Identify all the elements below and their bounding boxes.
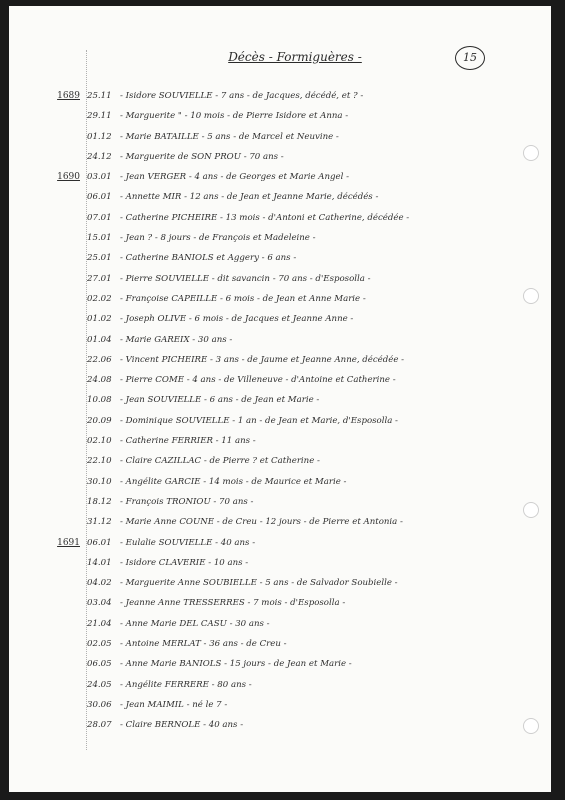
- register-entry: [40, 106, 510, 126]
- entry-date: 07.01: [87, 212, 112, 223]
- entry-date: 31.12: [87, 517, 112, 528]
- entry-date: 01.02: [87, 314, 112, 325]
- punch-hole: [523, 145, 539, 161]
- register-entry: [40, 715, 510, 735]
- register-entry: [40, 248, 510, 268]
- entry-date: 04.02: [87, 578, 112, 589]
- punch-hole: [523, 502, 539, 518]
- entry-text: - Catherine FERRIER - 11 ans -: [120, 436, 256, 447]
- entry-text: - Jean MAIMIL - né le 7 -: [120, 699, 228, 710]
- register-entry: [40, 289, 510, 309]
- entry-text: - Pierre COME - 4 ans - de Villeneuve - d'Antoine et Catherine -: [120, 375, 396, 386]
- register-entry: [40, 472, 510, 492]
- punch-hole: [523, 718, 539, 734]
- entry-text: - Claire BERNOLE - 40 ans -: [120, 720, 244, 731]
- entry-date: 25.11: [87, 91, 112, 101]
- page-number: 15: [455, 46, 485, 70]
- register-entry: [40, 187, 510, 207]
- entry-text: - Vincent PICHEIRE - 3 ans - de Jaume et Jeanne Anne, décédée -: [120, 354, 405, 365]
- page-title: Décès - Formiguères -: [228, 50, 362, 64]
- punch-hole: [523, 288, 539, 304]
- register-entry: [40, 695, 510, 715]
- entry-date: 21.04: [87, 618, 112, 629]
- register-entry: [40, 370, 510, 390]
- register-entry: [40, 492, 510, 512]
- entry-date: 01.12: [87, 131, 112, 142]
- entry-text: - Angélite FERRERE - 80 ans -: [120, 679, 252, 690]
- entry-text: - Dominique SOUVIELLE - 1 an - de Jean et Marie, d'Esposolla -: [120, 415, 398, 426]
- entry-date: 10.08: [87, 395, 112, 406]
- entry-date: 03.01: [87, 172, 112, 183]
- entry-text: - Angélite GARCIE - 14 mois - de Maurice et Marie -: [120, 476, 347, 487]
- register-entry: [40, 654, 510, 674]
- entry-text: - Marie BATAILLE - 5 ans - de Marcel et Neuvine -: [120, 131, 339, 142]
- entry-date: 24.05: [87, 679, 112, 690]
- entry-date: 30.10: [87, 476, 112, 487]
- register-entry: [40, 573, 510, 593]
- register-entry: [40, 390, 510, 410]
- entry-text: - Jean SOUVIELLE - 6 ans - de Jean et Marie -: [120, 395, 320, 406]
- register-entry: [40, 553, 510, 573]
- entry-date: 14.01: [87, 557, 112, 568]
- register-entry: [40, 86, 510, 106]
- entry-date: 30.06: [87, 699, 112, 710]
- register-entry: [40, 127, 510, 147]
- register-entry: [40, 330, 510, 350]
- entry-year: 1689: [57, 91, 80, 101]
- register-entry: [40, 309, 510, 329]
- entry-date: 03.04: [87, 598, 112, 609]
- entry-text: - Catherine BANIOLS et Aggery - 6 ans -: [120, 253, 297, 264]
- register-entry: [40, 208, 510, 228]
- scan-border-bottom: [0, 792, 565, 800]
- entry-date: 02.02: [87, 293, 112, 304]
- entry-text: - Pierre SOUVIELLE - dit savancin - 70 ans - d'Esposolla -: [120, 273, 371, 284]
- register-entry: [40, 167, 510, 187]
- register-entry: [40, 634, 510, 654]
- entry-text: - Jeanne Anne TRESSERRES - 7 mois - d'Esposolla -: [120, 598, 346, 609]
- entry-text: - Anne Marie BANIOLS - 15 jours - de Jean et Marie -: [120, 659, 352, 670]
- entry-date: 18.12: [87, 496, 112, 507]
- entry-text: - Jean ? - 8 jours - de François et Madeleine -: [120, 233, 316, 244]
- entry-text: - Françoise CAPEILLE - 6 mois - de Jean et Anne Marie -: [120, 293, 366, 304]
- register-entry: [40, 512, 510, 532]
- entry-date: 22.06: [87, 354, 112, 365]
- entry-date: 02.05: [87, 639, 112, 650]
- entry-text: - Marguerite " - 10 mois - de Pierre Isidore et Anna -: [120, 111, 349, 122]
- register-entry: [40, 533, 510, 553]
- register-entry: [40, 593, 510, 613]
- register-entry: [40, 451, 510, 471]
- register-entry: [40, 350, 510, 370]
- register-entry: [40, 147, 510, 167]
- entry-date: 06.05: [87, 659, 112, 670]
- entry-text: - Isidore SOUVIELLE - 7 ans - de Jacques, décédé, et ? -: [120, 91, 364, 101]
- entry-text: - Marie Anne COUNE - de Creu - 12 jours - de Pierre et Antonia -: [120, 517, 403, 528]
- entry-text: - Eulalie SOUVIELLE - 40 ans -: [120, 537, 256, 548]
- entry-text: - Catherine PICHEIRE - 13 mois - d'Antoni et Catherine, décédée -: [120, 212, 410, 223]
- entry-date: 20.09: [87, 415, 112, 426]
- entry-text: - Claire CAZILLAC - de Pierre ? et Catherine -: [120, 456, 320, 467]
- entry-text: - Anne Marie DEL CASU - 30 ans -: [120, 618, 270, 629]
- entry-date: 15.01: [87, 233, 112, 244]
- entry-date: 25.01: [87, 253, 112, 264]
- entry-text: - Isidore CLAVERIE - 10 ans -: [120, 557, 249, 568]
- entry-year: 1691: [57, 537, 80, 548]
- entry-date: 01.04: [87, 334, 112, 345]
- entry-text: - François TRONIOU - 70 ans -: [120, 496, 254, 507]
- entry-year: 1690: [57, 172, 80, 183]
- entry-text: - Joseph OLIVE - 6 mois - de Jacques et Jeanne Anne -: [120, 314, 354, 325]
- entry-text: - Annette MIR - 12 ans - de Jean et Jeanne Marie, décédés -: [120, 192, 379, 203]
- entry-date: 24.08: [87, 375, 112, 386]
- entry-text: - Antoine MERLAT - 36 ans - de Creu -: [120, 639, 287, 650]
- register-entry: [40, 228, 510, 248]
- entry-text: - Jean VERGER - 4 ans - de Georges et Marie Angel -: [120, 172, 349, 183]
- entry-date: 06.01: [87, 192, 112, 203]
- scan-border-left: [0, 0, 9, 800]
- register-entry: [40, 614, 510, 634]
- register-entry: [40, 431, 510, 451]
- register-entry: [40, 411, 510, 431]
- entry-date: 22.10: [87, 456, 112, 467]
- death-register-list: [40, 86, 510, 736]
- register-entry: [40, 675, 510, 695]
- entry-text: - Marie GAREIX - 30 ans -: [120, 334, 233, 345]
- entry-text: - Marguerite de SON PROU - 70 ans -: [120, 151, 284, 162]
- entry-date: 02.10: [87, 436, 112, 447]
- entry-date: 06.01: [87, 537, 112, 548]
- entry-date: 29.11: [87, 111, 112, 122]
- scan-border-right: [551, 0, 565, 800]
- register-entry: [40, 269, 510, 289]
- entry-date: 27.01: [87, 273, 112, 284]
- entry-date: 28.07: [87, 720, 112, 731]
- entry-text: - Marguerite Anne SOUBIELLE - 5 ans - de Salvador Soubielle -: [120, 578, 398, 589]
- entry-date: 24.12: [87, 151, 112, 162]
